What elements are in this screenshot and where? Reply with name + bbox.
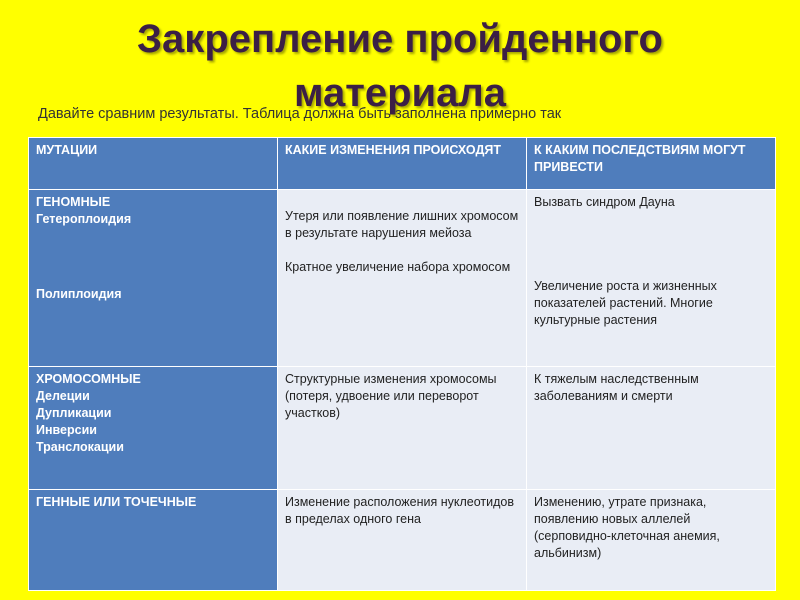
spacer	[285, 242, 519, 259]
title-line-1: Закрепление пройденного	[137, 17, 663, 61]
subtype-item: Делеции	[36, 389, 90, 403]
mutations-table	[28, 137, 776, 591]
spacer	[534, 211, 768, 278]
consequence-polyploidy: Увеличение роста и жизненных показателей растений. Многие культурные растения	[534, 279, 717, 327]
title-line-2: материала	[293, 71, 507, 115]
subtype-item: Транслокации	[36, 440, 124, 454]
cell-gene-consequences: Изменению, утрате признака, появлению новых аллелей (серповидно-клеточная анемия, альбинизм)	[527, 490, 776, 591]
spacer	[285, 194, 519, 208]
table-row-gene	[29, 490, 776, 591]
cell-genomic-consequences	[527, 190, 776, 367]
table-header-row	[29, 138, 776, 190]
header-changes: КАКИЕ ИЗМЕНЕНИЯ ПРОИСХОДЯТ	[278, 138, 527, 190]
spacer	[36, 228, 270, 286]
header-consequences: К КАКИМ ПОСЛЕДСТВИЯМ МОГУТ ПРИВЕСТИ	[527, 138, 776, 190]
cell-genomic-category	[29, 190, 278, 367]
subtype-heteroploidy: Гетероплоидия	[36, 212, 132, 226]
cell-gene-category: ГЕННЫЕ ИЛИ ТОЧЕЧНЫЕ	[29, 490, 278, 591]
category-label: ХРОМОСОМНЫЕ	[36, 372, 141, 386]
change-polyploidy: Кратное увеличение набора хромосом	[285, 260, 511, 274]
subtype-item: Дупликации	[36, 406, 112, 420]
header-mutations: МУТАЦИИ	[29, 138, 278, 190]
consequence-heteroploidy: Вызвать синдром Дауна	[534, 195, 675, 209]
subtype-item: Инверсии	[36, 423, 97, 437]
table-row-genomic	[29, 190, 776, 367]
cell-gene-changes: Изменение расположения нуклеотидов в пределах одного гена	[278, 490, 527, 591]
subtype-polyploidy: Полиплоидия	[36, 287, 122, 301]
cell-genomic-changes	[278, 190, 527, 367]
cell-chromosomal-changes: Структурные изменения хромосомы (потеря, удвоение или переворот участков)	[278, 367, 527, 490]
category-label: ГЕНОМНЫЕ	[36, 195, 111, 209]
change-heteroploidy: Утеря или появление лишних хромосом в результате нарушения мейоза	[285, 209, 519, 240]
cell-chromosomal-category	[29, 367, 278, 490]
cell-chromosomal-consequences: К тяжелым наследственным заболеваниям и смерти	[527, 367, 776, 490]
table-row-chromosomal	[29, 367, 776, 490]
subtitle-text: Давайте сравним результаты. Таблица должна быть заполнена примерно так	[38, 106, 562, 122]
